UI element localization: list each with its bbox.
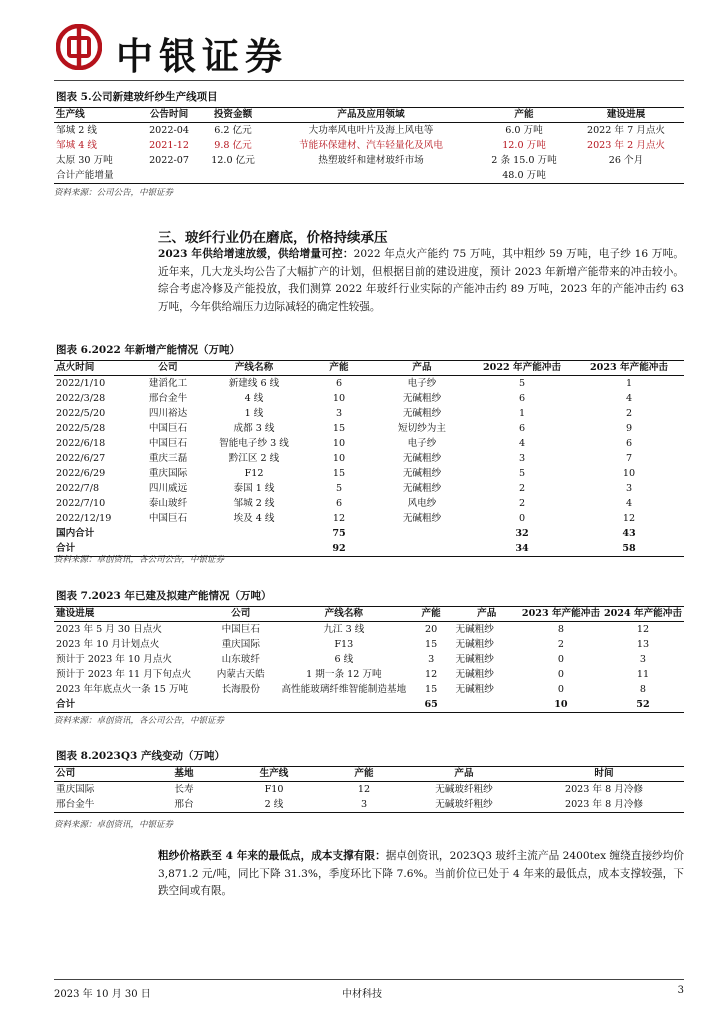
fig8-header-cell: 生产线: [224, 766, 324, 782]
table-cell: 2: [518, 498, 526, 509]
fig6-header-cell: 2022 年产能冲击: [470, 360, 574, 376]
table-cell: 75: [332, 528, 346, 539]
table-cell: 5: [518, 468, 526, 479]
table-cell: F10: [264, 784, 284, 795]
table-cell: 2: [557, 639, 564, 650]
table-row: [54, 622, 684, 638]
table-row: [54, 436, 684, 451]
table-cell: 无碱粗纱: [402, 483, 442, 494]
table-cell: 4 线: [244, 393, 264, 404]
table-cell: 四川裕达: [148, 408, 188, 419]
table-cell: 2022/6/27: [56, 453, 106, 464]
fig7-table: [54, 606, 684, 713]
table-cell: 1: [518, 408, 526, 419]
table-cell: 3: [428, 654, 435, 665]
table-cell: 6.0 万吨: [505, 125, 543, 136]
brand-name: 中银证券: [116, 35, 288, 78]
table-cell: 5: [335, 483, 343, 494]
table-cell: 泰国 1 线: [233, 483, 275, 494]
table-cell: 预计于 2023 年 11 月下旬点火: [56, 669, 192, 680]
table-cell: 8: [639, 684, 647, 695]
table-cell: 6: [335, 378, 343, 389]
table-cell: 15: [425, 684, 438, 695]
fig7-header-cell: 公司: [203, 606, 279, 622]
table-cell: 无碱粗纱: [402, 408, 442, 419]
table-cell: 邹城 4 线: [56, 140, 97, 151]
table-cell: 大功率风电叶片及海上风电等: [308, 125, 434, 136]
table-cell: 电子纱: [407, 378, 437, 389]
table-cell: 2022/7/10: [56, 498, 106, 509]
table-cell: 52: [602, 697, 684, 713]
fig6-header-cell: 2023 年产能冲击: [574, 360, 684, 376]
table-cell: 9: [625, 423, 633, 434]
table-cell: 6.2 亿元: [214, 125, 252, 136]
table-cell: 电子纱: [407, 438, 437, 449]
table-cell: 2022-04: [149, 125, 189, 136]
table-cell: 无碱粗纱: [402, 468, 442, 479]
table-cell: 20: [425, 624, 438, 635]
paragraph-price-lead: 粗纱价格跌至 4 年来的最低点，成本支撑有限：: [158, 850, 386, 862]
paragraph-supply: [158, 246, 684, 316]
footer-date: 2023 年 10 月 30 日: [54, 989, 151, 1000]
table-cell: 26 个月: [608, 155, 644, 166]
table-cell: 5: [518, 378, 526, 389]
table-cell: 合计: [54, 697, 203, 713]
table-cell: 4: [518, 438, 526, 449]
table-cell: 2 条 15.0 万吨: [491, 155, 557, 166]
table-cell: 6: [625, 438, 633, 449]
table-cell: 34: [470, 541, 574, 557]
table-cell: F12: [244, 468, 264, 479]
table-cell: 2022/6/29: [56, 468, 106, 479]
table-cell: [204, 526, 304, 541]
fig8-table: [54, 766, 684, 813]
table-cell: 内蒙古天皓: [216, 669, 265, 680]
table-row: [54, 782, 684, 798]
fig5-header-cell: 产能: [480, 107, 568, 123]
table-cell: 2022/5/28: [56, 423, 106, 434]
table-cell: 新建线 6 线: [228, 378, 280, 389]
table-cell: 无碱粗纱: [402, 393, 442, 404]
fig5-table: [54, 107, 684, 184]
table-cell: 重庆国际: [148, 468, 188, 479]
table-cell: 10: [332, 393, 346, 404]
fig8-header-cell: 产品: [404, 766, 524, 782]
table-cell: 6: [518, 423, 526, 434]
table-cell: 智能电子纱 3 线: [219, 438, 289, 449]
table-cell: 12: [357, 784, 371, 795]
table-cell: 10: [520, 697, 602, 713]
table-cell: 3: [518, 453, 526, 464]
table-cell: [374, 541, 470, 557]
table-cell: [203, 697, 279, 713]
table-cell: 风电纱: [407, 498, 437, 509]
table-cell: [454, 697, 520, 713]
table-cell: 13: [636, 639, 650, 650]
footer-page-number: 3: [677, 985, 684, 996]
table-cell: 15: [425, 639, 438, 650]
table-cell: 中国巨石: [221, 624, 260, 635]
table-cell: 10: [622, 468, 636, 479]
table-row: [54, 138, 684, 153]
table-row: [54, 391, 684, 406]
table-cell: 2023 年 8 月冷修: [564, 784, 644, 795]
table-cell: 48.0 万吨: [480, 168, 568, 184]
fig5-header-cell: 产品及应用领域: [262, 107, 480, 123]
fig7-header-cell: 产能: [409, 606, 454, 622]
table-cell: 3: [335, 408, 343, 419]
table-cell: 58: [574, 541, 684, 557]
table-row: [54, 511, 684, 526]
table-cell: 高性能玻璃纤维智能制造基地: [281, 684, 407, 695]
table-cell: 2: [518, 483, 526, 494]
table-cell: 邹城 2 线: [56, 125, 97, 136]
table-cell: 0: [557, 669, 564, 680]
table-cell: 3: [324, 797, 404, 813]
table-cell: 无碱粗纱: [455, 624, 494, 635]
fig8-header-cell: 产能: [324, 766, 404, 782]
table-cell: 11: [636, 669, 650, 680]
fig7-title: 图表 7.2023 年已建及拟建产能情况（万吨）: [54, 588, 684, 607]
table-cell: 无碱玻纤粗纱: [435, 784, 493, 795]
table-cell: [132, 526, 204, 541]
table-row: [54, 697, 684, 713]
table-row: [54, 667, 684, 682]
fig5-title: 图表 5.公司新建玻纤纱生产线项目: [54, 89, 684, 108]
table-cell: 泰山玻纤: [148, 498, 188, 509]
header-rule: [54, 80, 684, 81]
table-cell: 92: [304, 541, 374, 557]
table-cell: 中国巨石: [148, 438, 188, 449]
table-cell: 无碱粗纱: [455, 639, 494, 650]
table-cell: 32: [515, 528, 529, 539]
table-cell: 1: [625, 378, 633, 389]
fig7-header-cell: 2023 年产能冲击: [520, 606, 602, 622]
table-cell: 2022/7/8: [56, 483, 100, 494]
table-cell: 6: [335, 498, 343, 509]
fig7-header-cell: 2024 年产能冲击: [602, 606, 684, 622]
table-cell: 无碱粗纱: [402, 453, 442, 464]
fig6-source: 资料来源：卓创资讯，各公司公告，中银证券: [54, 555, 225, 565]
fig8-header-cell: 时间: [524, 766, 684, 782]
table-cell: 9.8 亿元: [214, 140, 252, 151]
table-cell: 中国巨石: [148, 423, 188, 434]
table-cell: 重庆三磊: [148, 453, 188, 464]
table-cell: 邹城 2 线: [233, 498, 275, 509]
table-row: [54, 481, 684, 496]
table-cell: 12.0 亿元: [211, 155, 255, 166]
table-cell: 2022/3/28: [56, 393, 106, 404]
table-cell: 65: [409, 697, 454, 713]
fig7-source: 资料来源：卓创资讯，各公司公告，中银证券: [54, 716, 225, 726]
table-cell: 8: [557, 624, 564, 635]
table-cell: 3: [625, 483, 633, 494]
table-cell: 0: [557, 654, 564, 665]
footer-rule: [54, 979, 684, 980]
paragraph-price-body: 据卓创资讯，2023Q3 玻纤主流产品 2400tex 缠绕直接纱均价 3,871.2 元/吨，同比下降 31.3%，季度环比下降 7.6%。当前价位已处于 4 年来的最低点，成本支撑较强，下跌空间或有限。: [158, 850, 684, 897]
table-cell: [262, 168, 480, 184]
table-cell: 2023 年 8 月冷修: [524, 797, 684, 813]
table-cell: 4: [625, 393, 633, 404]
table-cell: 预计于 2023 年 10 月点火: [56, 654, 172, 665]
table-cell: 2022-07: [149, 155, 189, 166]
fig5-header-cell: 生产线: [54, 107, 134, 123]
table-row: [54, 153, 684, 168]
table-cell: 长海股份: [221, 684, 260, 695]
table-cell: 无碱玻纤粗纱: [404, 797, 524, 813]
table-cell: [204, 168, 262, 184]
table-cell: 15: [332, 468, 346, 479]
table-cell: 3: [639, 654, 647, 665]
table-cell: 邢台金牛: [54, 797, 144, 813]
table-cell: 山东玻纤: [221, 654, 260, 665]
table-row: [54, 682, 684, 697]
table-cell: 四川威远: [148, 483, 188, 494]
table-cell: 邢台: [144, 797, 224, 813]
table-cell: 2023 年 2 月点火: [586, 140, 666, 151]
table-cell: [374, 526, 470, 541]
table-cell: 7: [625, 453, 633, 464]
table-cell: 2023 年年底点火一条 15 万吨: [56, 684, 189, 695]
table-cell: 成都 3 线: [233, 423, 275, 434]
table-cell: 无碱粗纱: [455, 654, 494, 665]
table-cell: 6: [518, 393, 526, 404]
table-cell: 2023 年 10 月计划点火: [56, 639, 160, 650]
table-cell: 1 线: [244, 408, 264, 419]
table-row: [54, 451, 684, 466]
table-row: [54, 406, 684, 421]
table-cell: 节能环保建材、汽车轻量化及风电: [299, 140, 443, 151]
table-cell: 建滔化工: [148, 378, 188, 389]
table-cell: 中国巨石: [148, 513, 188, 524]
fig6-table: [54, 360, 684, 557]
table-cell: 43: [622, 528, 636, 539]
paragraph-price: [158, 848, 684, 901]
fig8-header-cell: 基地: [144, 766, 224, 782]
fig6-header-cell: 产品: [374, 360, 470, 376]
table-cell: [568, 168, 684, 184]
table-cell: 热塑玻纤和建材玻纤市场: [318, 155, 424, 166]
section-heading: 三、玻纤行业仍在磨底，价格持续承压: [158, 230, 388, 246]
fig6-header-cell: 点火时间: [54, 360, 132, 376]
table-cell: F13: [334, 639, 354, 650]
table-row: [54, 797, 684, 813]
table-cell: 1 期一条 12 万吨: [306, 669, 382, 680]
table-cell: 重庆国际: [56, 784, 95, 795]
table-cell: 国内合计: [56, 528, 95, 539]
table-row: [54, 123, 684, 139]
table-cell: [134, 168, 204, 184]
table-cell: 太原 30 万吨: [56, 155, 113, 166]
table-row: [54, 526, 684, 541]
table-cell: 15: [332, 423, 346, 434]
fig7-header-cell: 产品: [454, 606, 520, 622]
table-cell: 无碱粗纱: [455, 684, 494, 695]
table-cell: 2 线: [224, 797, 324, 813]
table-cell: 12.0 万吨: [502, 140, 546, 151]
table-cell: 重庆国际: [221, 639, 260, 650]
bank-of-china-logo-icon: [56, 24, 102, 70]
fig8-source: 资料来源：卓创资讯，中银证券: [54, 820, 174, 830]
fig5-source: 资料来源：公司公告，中银证券: [54, 188, 174, 198]
table-cell: 12: [332, 513, 346, 524]
table-cell: 合计产能增量: [54, 168, 134, 184]
table-cell: 长寿: [174, 784, 194, 795]
table-row: [54, 168, 684, 184]
table-row: [54, 421, 684, 436]
table-row: [54, 466, 684, 481]
table-cell: 黔江区 2 线: [228, 453, 280, 464]
paragraph-supply-body: 2022 年点火产能约 75 万吨，其中粗纱 59 万吨，电子纱 16 万吨。近年来，几大龙头均公告了大幅扩产的计划，但根据目前的建设进度，预计 2023 年新增产能带来的冲击较小。综合考虑冷修及产能投放，我们测算 2022 年玻纤行业实际的产能冲击约 89 万吨，2023 年的产能冲击约 63 万吨，今年供给端压力边际减轻的确定性较强。: [158, 248, 684, 313]
table-cell: 无碱粗纱: [402, 513, 442, 524]
table-cell: [279, 697, 409, 713]
table-cell: 10: [332, 438, 346, 449]
paragraph-supply-lead: 2023 年供给增速放缓，供给增量可控：: [158, 248, 354, 260]
fig7-header-cell: 建设进展: [54, 606, 203, 622]
fig6-header-cell: 公司: [132, 360, 204, 376]
table-cell: 2022 年 7 月点火: [586, 125, 666, 136]
table-row: [54, 637, 684, 652]
table-cell: 12: [425, 669, 438, 680]
table-cell: 邢台金牛: [148, 393, 188, 404]
table-cell: 2021-12: [149, 140, 189, 151]
table-cell: 4: [625, 498, 633, 509]
table-row: [54, 496, 684, 511]
table-row: [54, 376, 684, 392]
table-cell: 2022/6/18: [56, 438, 106, 449]
fig6-header-cell: 产线名称: [204, 360, 304, 376]
table-cell: 2: [625, 408, 633, 419]
table-cell: 无碱粗纱: [455, 669, 494, 680]
fig6-header-cell: 产能: [304, 360, 374, 376]
footer-title: 中材科技: [342, 989, 382, 1000]
fig7-header-cell: 产线名称: [279, 606, 409, 622]
table-cell: 九江 3 线: [323, 624, 365, 635]
table-cell: 0: [557, 684, 564, 695]
table-cell: 2023 年 5 月 30 日点火: [56, 624, 162, 635]
table-cell: 2022/1/10: [56, 378, 106, 389]
table-cell: 埃及 4 线: [233, 513, 275, 524]
fig6-title: 图表 6.2022 年新增产能情况（万吨）: [54, 342, 684, 361]
table-cell: 短切纱为主: [398, 423, 446, 434]
table-cell: 12: [636, 624, 650, 635]
table-cell: 2022/5/20: [56, 408, 106, 419]
fig8-title: 图表 8.2023Q3 产线变动（万吨）: [54, 748, 684, 767]
fig5-header-cell: 建设进展: [568, 107, 684, 123]
table-cell: 12: [622, 513, 636, 524]
table-cell: 0: [518, 513, 526, 524]
table-cell: 6 线: [334, 654, 354, 665]
table-row: [54, 652, 684, 667]
table-cell: 2022/12/19: [56, 513, 112, 524]
table-cell: 合计: [54, 541, 132, 557]
fig5-header-cell: 投资金额: [204, 107, 262, 123]
table-cell: 10: [332, 453, 346, 464]
fig8-header-cell: 公司: [54, 766, 144, 782]
fig5-header-cell: 公告时间: [134, 107, 204, 123]
